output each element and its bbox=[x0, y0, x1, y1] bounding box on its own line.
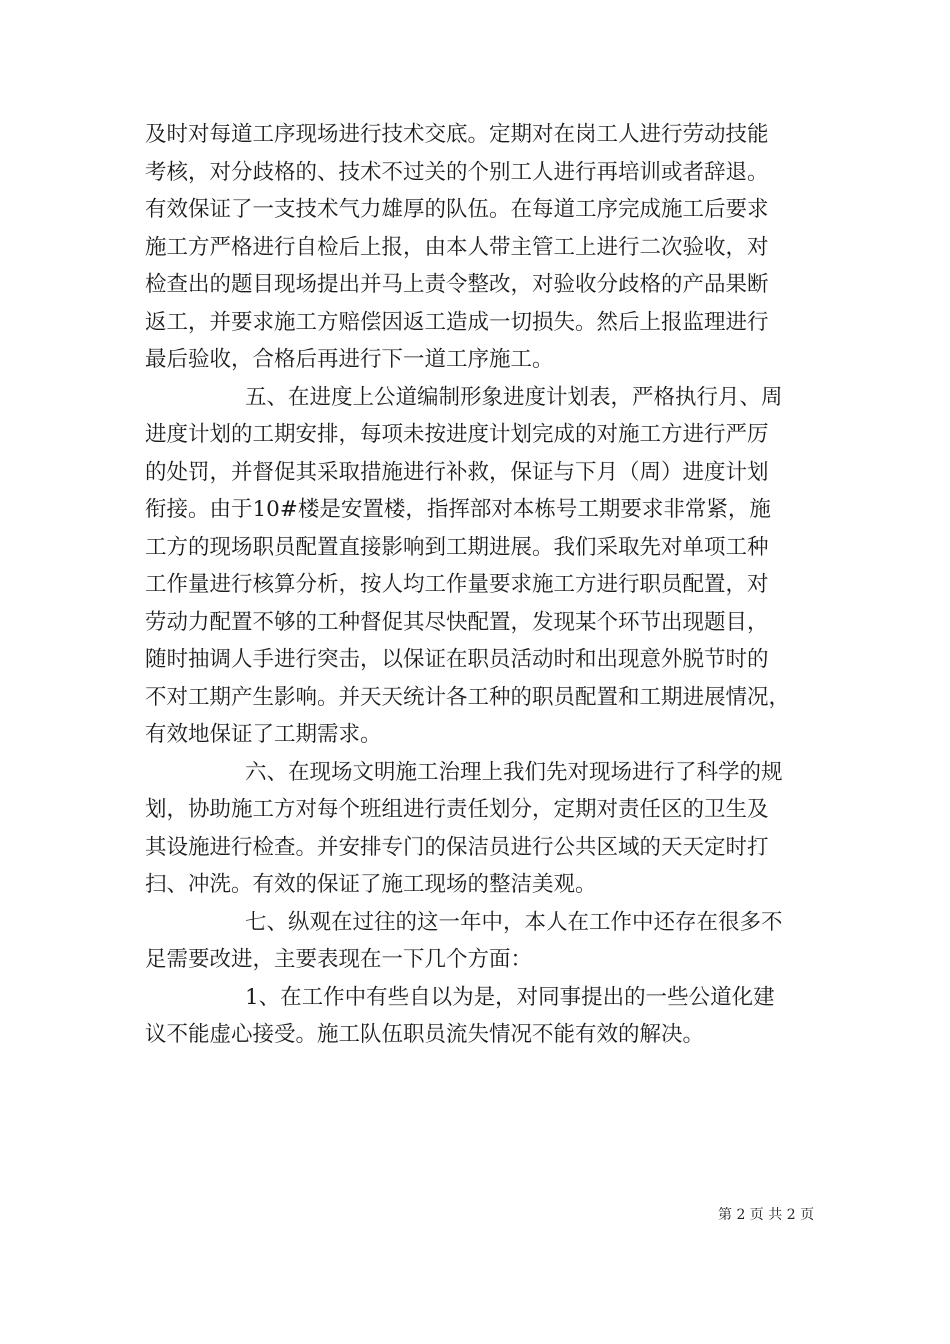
paragraph-first-line: 1、在工作中有些自以为是，对同事提出的一些公道化建 bbox=[245, 984, 775, 1010]
paragraph-first-line: 五、在进度上公道编制形象进度计划表，严格执行月、周 bbox=[245, 384, 783, 410]
paragraph-first-line: 七、纵观在过往的这一年中，本人在工作中还存在很多不 bbox=[245, 909, 783, 935]
text-line: 及时对每道工序现场进行技术交底。定期对在岗工人进行劳动技能 bbox=[145, 122, 769, 147]
text-line: 其设施进行检查。并安排专门的保洁员进行公共区域的天天定时打 bbox=[145, 834, 769, 860]
text-line: 扫、冲洗。有效的保证了施工现场的整洁美观。 bbox=[145, 872, 597, 897]
text-line: 足需要改进，主要表现在一下几个方面： bbox=[145, 947, 533, 972]
text-line: 工作量进行核算分析，按人均工作量要求施工方进行职员配置，对 bbox=[145, 572, 769, 597]
text-line: 施工方严格进行自检后上报，由本人带主管工上进行二次验收，对 bbox=[145, 234, 769, 260]
text-line: 衔接。由于10#楼是安置楼，指挥部对本栋号工期要求非常紧，施 bbox=[145, 497, 771, 522]
text-line: 最后验收，合格后再进行下一道工序施工。 bbox=[145, 347, 554, 372]
text-line: 工方的现场职员配置直接影响到工期进展。我们采取先对单项工种 bbox=[145, 534, 769, 560]
text-line: 有效保证了一支技术气力雄厚的队伍。在每道工序完成施工后要求 bbox=[145, 197, 769, 222]
paragraph-first-line: 六、在现场文明施工治理上我们先对现场进行了科学的规 bbox=[245, 759, 783, 785]
text-line: 的处罚，并督促其采取措施进行补救，保证与下月（周）进度计划 bbox=[145, 459, 769, 485]
text-line: 议不能虚心接受。施工队伍职员流失情况不能有效的解决。 bbox=[145, 1022, 705, 1047]
text-line: 不对工期产生影响。并天天统计各工种的职员配置和工期进展情况， bbox=[145, 684, 791, 710]
text-line: 随时抽调人手进行突击，以保证在职员活动时和出现意外脱节时的 bbox=[145, 647, 769, 672]
document-body bbox=[145, 116, 835, 1054]
text-line: 考核，对分歧格的、技术不过关的个别工人进行再培训或者辞退。 bbox=[145, 159, 769, 185]
text-line: 检查出的题目现场提出并马上责令整改，对验收分歧格的产品果断 bbox=[145, 272, 769, 297]
page-number-footer: 第 2 页 共 2 页 bbox=[718, 1207, 815, 1223]
text-line: 进度计划的工期安排，每项未按进度计划完成的对施工方进行严厉 bbox=[145, 422, 769, 447]
text-line: 有效地保证了工期需求。 bbox=[145, 722, 382, 747]
text-line: 返工，并要求施工方赔偿因返工造成一切损失。然后上报监理进行 bbox=[145, 309, 769, 335]
text-line: 划，协助施工方对每个班组进行责任划分，定期对责任区的卫生及 bbox=[145, 797, 769, 822]
text-line: 劳动力配置不够的工种督促其尽快配置，发现某个环节出现题目， bbox=[145, 609, 769, 635]
